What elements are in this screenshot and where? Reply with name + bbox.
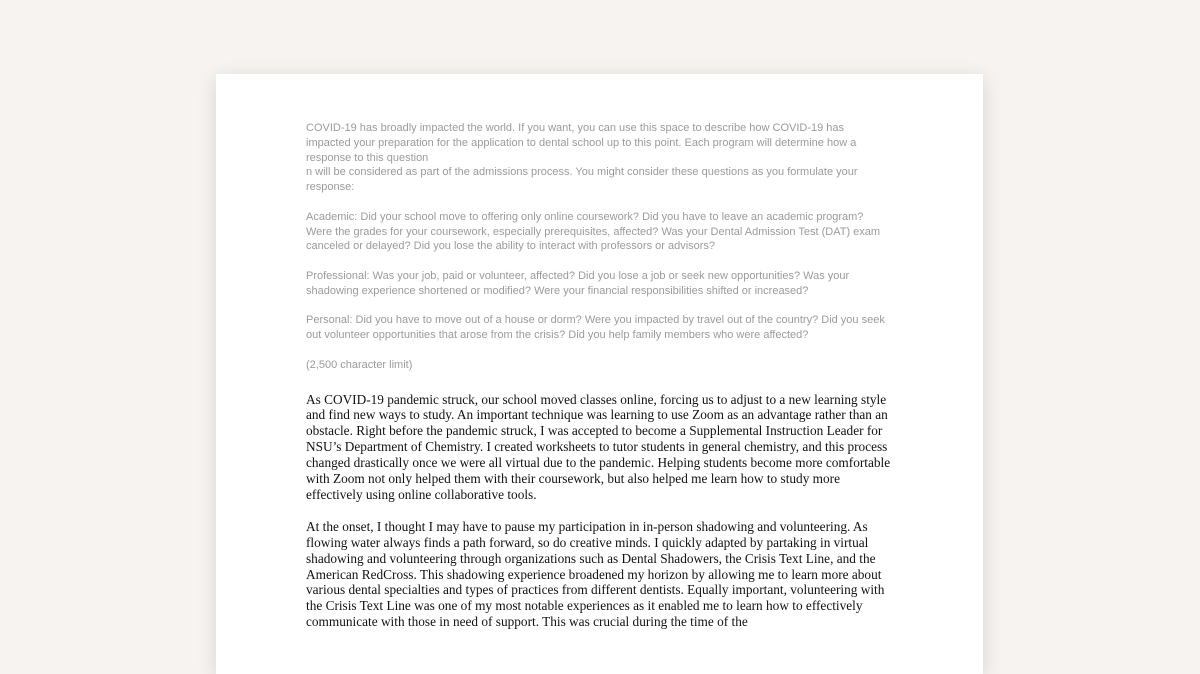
- document-content: [306, 121, 891, 646]
- prompt-intro-line1: COVID-19 has broadly impacted the world. If you want, you can use this space to describe how COVID-19 has impacted your preparation for the application to dental school up to this point. Each program will determine how a response to this question: [306, 122, 857, 164]
- prompt-professional: Professional: Was your job, paid or volunteer, affected? Did you lose a job or seek new opportunities? Was your shadowing experience shortened or modified? Were your financial responsibilities shifted or increased?: [306, 269, 850, 297]
- essay-paragraph: As COVID-19 pandemic struck, our school moved classes online, forcing us to adjust to a new learning style and find new ways to study. An important technique was learning to use Zoom as an advantage rather than an obstacle. Right before the pandemic struck, I was accepted to become a Supplemental Instruction Leader for NSU’s Department of Chemistry. I created worksheets to tutor students in general chemistry, and this process changed drastically once we were all virtual due to the pandemic. Helping students become more comfortable with Zoom not only helped them with their coursework, but also helped me learn how to study more effectively using online collaborative tools.: [306, 391, 891, 502]
- prompt-character-limit: (2,500 character limit): [306, 358, 413, 371]
- essay-paragraph: At the onset, I thought I may have to pause my participation in in-person shadowing and volunteering. As flowing water always finds a path forward, so do creative minds. I quickly adapted by partaking in virtual shadowing and volunteering through organizations such as Dental Shadowers, the Crisis Text Line, and the American RedCross. This shadowing experience broadened my horizon by allowing me to learn more about various dental specialties and types of practices from different dentists. Equally important, volunteering with the Crisis Text Line was one of my most notable experiences as it enabled me to learn how to effectively communicate with those in need of support. This was crucial during the time of the: [306, 518, 885, 630]
- prompt-academic: Academic: Did your school move to offering only online coursework? Did you have to leave an academic program? Were the grades for your coursework, especially prerequisites, affected? Was your Dental Admission Test (DAT) exam canceled or delayed? Did you lose the ability to interact with professors or advisors?: [306, 210, 881, 253]
- essay-response: [306, 392, 891, 631]
- document-page: [216, 74, 983, 674]
- application-prompt: [306, 121, 891, 373]
- prompt-personal: Personal: Did you have to move out of a house or dorm? Were you impacted by travel out of the country? Did you seek out volunteer opportunities that arose from the crisis? Did you help family members who were affected?: [306, 314, 885, 342]
- prompt-intro-line2: n will be considered as part of the admissions process. You might consider these questions as you formulate your response:: [306, 166, 858, 194]
